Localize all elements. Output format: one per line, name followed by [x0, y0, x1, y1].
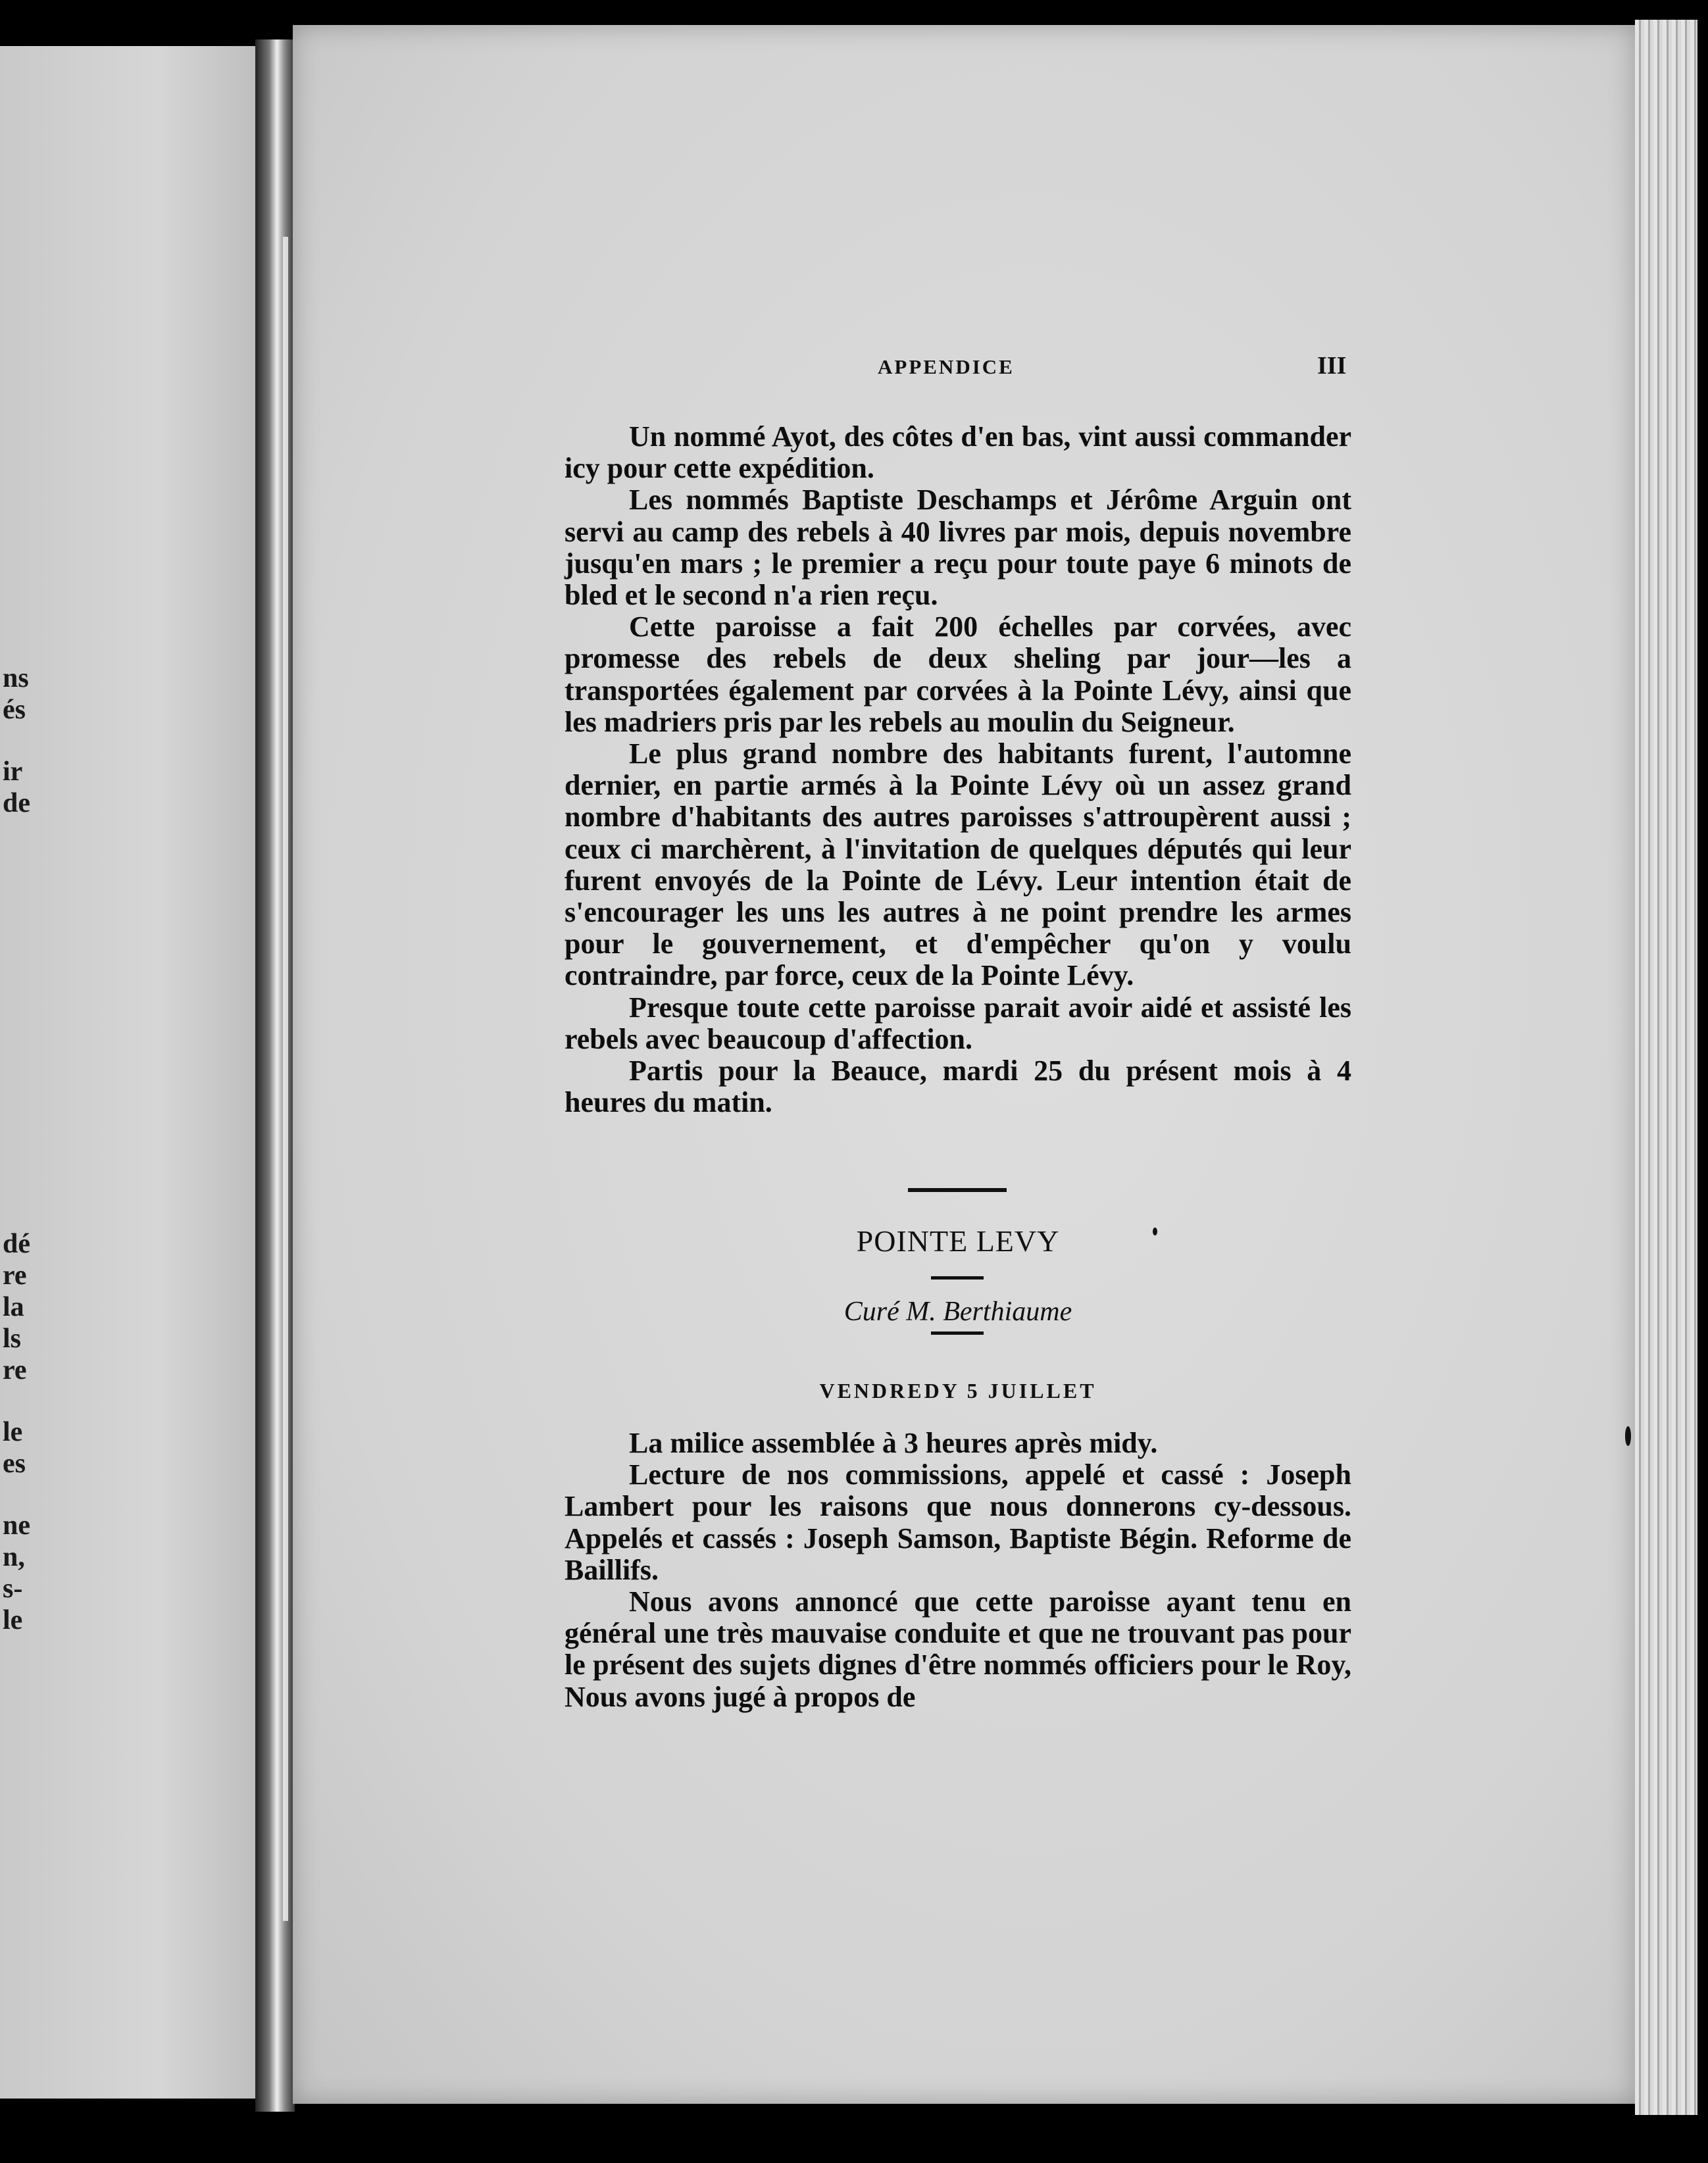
left-page-fragment: es — [3, 1449, 26, 1479]
left-page-fragment: la — [3, 1292, 24, 1322]
paragraph: Un nommé Ayot, des côtes d'en bas, vint aussi commander icy pour cette expédition. — [565, 420, 1351, 485]
section-divider — [908, 1188, 1007, 1192]
title-divider — [931, 1276, 984, 1280]
binding-thread — [283, 237, 288, 1921]
left-page-fragment: n, — [3, 1542, 25, 1572]
paragraph: Lecture de nos commissions, appelé et cassé : Joseph Lambert pour les raisons que nous donnerons cy-dessous. Appelés et cassés : Joseph Samson, Baptiste Bégin. Reforme de Baillifs. — [565, 1458, 1351, 1586]
left-facing-page — [0, 46, 263, 2099]
paragraph: Nous avons annoncé que cette paroisse ayant tenu en général une très mauvaise conduite et que ne trouvant pas pour le présent des sujets dignes d'être nommés officiers pour le Roy, Nous avons jugé à propos de — [565, 1585, 1351, 1713]
page-number: III — [1317, 352, 1347, 380]
left-page-fragment: le — [3, 1605, 23, 1635]
left-page-fragment: dé — [3, 1229, 30, 1259]
running-header: APPENDICE — [878, 355, 1015, 378]
section-title: POINTE LEVY — [856, 1224, 1060, 1258]
section-subtitle: Curé M. Berthiaume — [843, 1297, 1072, 1327]
left-page-fragment: re — [3, 1260, 27, 1291]
ink-speck — [1625, 1426, 1631, 1446]
paragraph: Le plus grand nombre des habitants furent, l'automne dernier, en partie armés à la Pointe Lévy où un assez grand nombre d'habitants des autres paroisses s'attroupèrent aussi ; ceux ci marchèrent, à l'invitation de quelques députés qui leur furent envoyés de la Pointe de Lévy. Leur intention était de s'encourager les uns les autres à ne point prendre les armes pour le gouvernement, et d'empêcher qu'on y voulu contraindre, par force, ceux de la Pointe Lévy. — [565, 737, 1351, 992]
subtitle-divider — [931, 1331, 984, 1335]
page-edges — [1635, 20, 1697, 2115]
date-heading: VENDREDY 5 JUILLET — [819, 1379, 1097, 1403]
book-spine — [255, 39, 295, 2112]
ink-speck — [1153, 1228, 1157, 1235]
left-page-fragment: de — [3, 788, 30, 818]
paragraph: La milice assemblée à 3 heures après midy. — [629, 1427, 1158, 1459]
text-block-bottom — [565, 1428, 1351, 1713]
paragraph: Partis pour la Beauce, mardi 25 du présent mois à 4 heures du matin. — [565, 1055, 1351, 1119]
left-page-fragment: s- — [3, 1574, 23, 1604]
left-page-fragment: ls — [3, 1324, 22, 1354]
left-page-fragment: és — [3, 695, 26, 725]
left-page-fragment: le — [3, 1417, 23, 1447]
left-page-fragment: ns — [3, 663, 29, 693]
left-page-fragment: ir — [3, 757, 23, 787]
left-page-fragment: ne — [3, 1510, 30, 1541]
paragraph: Presque toute cette paroisse parait avoir aidé et assisté les rebels avec beaucoup d'affection. — [565, 991, 1351, 1055]
paragraph: Les nommés Baptiste Deschamps et Jérôme Arguin ont servi au camp des rebels à 40 livres par mois, depuis novembre jusqu'en mars ; le premier a reçu pour toute paye 6 minots de bled et le second n'a rien reçu. — [565, 484, 1351, 612]
text-block-top — [565, 421, 1351, 1118]
paragraph: Cette paroisse a fait 200 échelles par corvées, avec promesse des rebels de deux sheling par jour—les a transportées également par corvées à la Pointe Lévy, ainsi que les madriers pris par les rebels au moulin du Seigneur. — [565, 610, 1351, 738]
left-page-fragment: re — [3, 1355, 27, 1385]
